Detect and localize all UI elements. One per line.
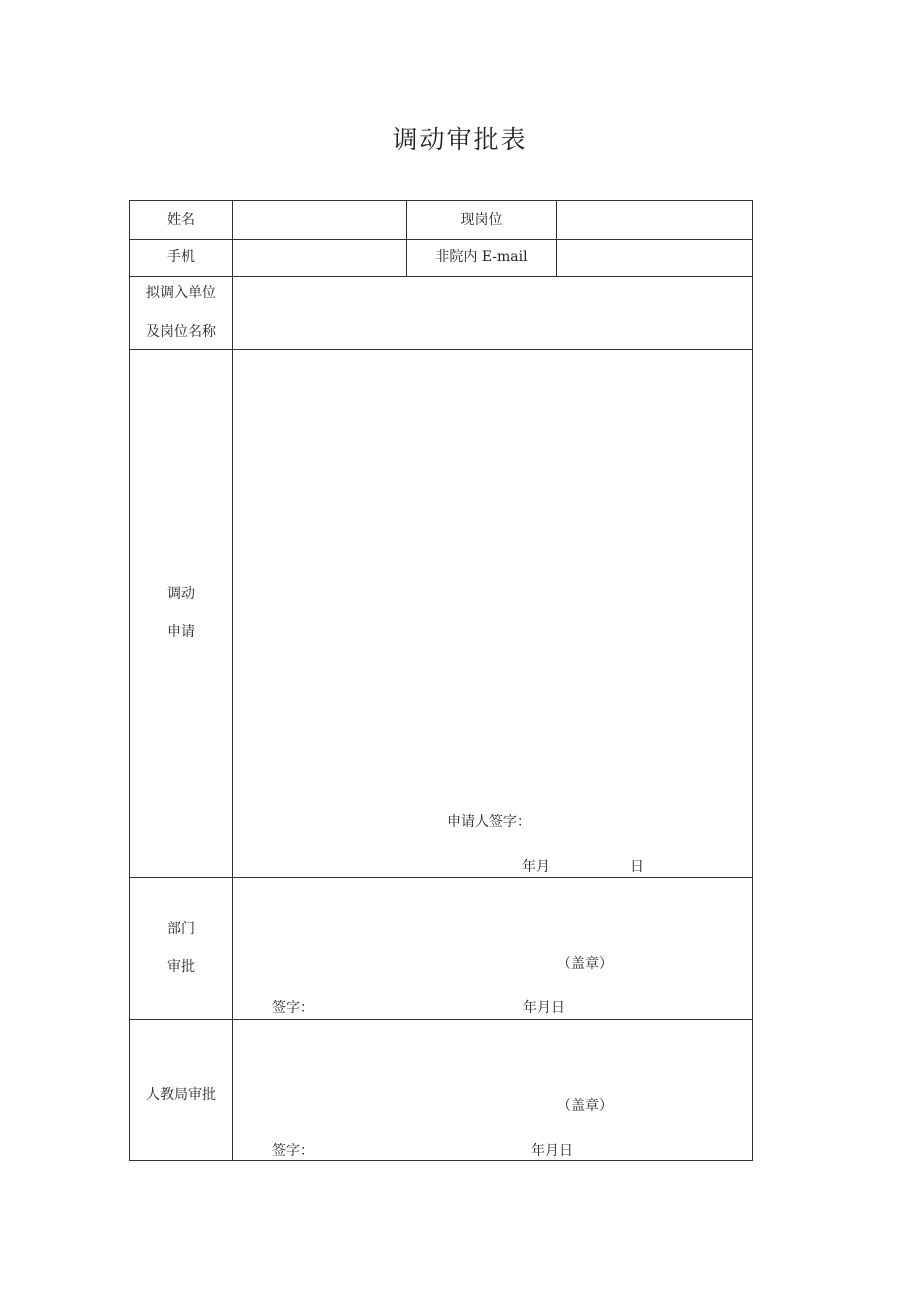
row-divider (130, 1019, 752, 1020)
form-title: 调动审批表 (392, 125, 528, 154)
application-content-field[interactable] (233, 350, 752, 800)
current-position-field[interactable] (557, 201, 752, 239)
current-position-label: 现岗位 (460, 212, 503, 228)
hr-bureau-signature-label: 签字： (272, 1143, 314, 1159)
application-date-day: 日 (630, 859, 644, 875)
application-label-line1: 调动 (167, 586, 195, 602)
email-label: 非院内 E-mail (435, 249, 528, 265)
email-field[interactable] (557, 240, 752, 276)
hr-bureau-label: 人教局审批 (146, 1087, 216, 1103)
department-label-line1: 部门 (167, 921, 195, 937)
applicant-signature-label: 申请人签字： (447, 814, 531, 830)
department-date-label: 年月日 (523, 1000, 565, 1016)
target-unit-label-line2: 及岗位名称 (146, 324, 216, 340)
hr-bureau-seal-label: （盖章） (557, 1098, 613, 1114)
phone-label: 手机 (167, 249, 195, 265)
name-label: 姓名 (167, 212, 195, 228)
hr-bureau-date-label: 年月日 (531, 1143, 573, 1159)
department-seal-label: （盖章） (557, 956, 613, 972)
application-date-year-month: 年月 (522, 859, 550, 875)
department-signature-label: 签字： (272, 1000, 314, 1016)
department-label-line2: 审批 (167, 959, 195, 975)
target-unit-field[interactable] (233, 277, 752, 349)
approval-form-table (129, 200, 753, 1161)
application-label-line2: 申请 (167, 624, 195, 640)
phone-field[interactable] (233, 240, 406, 276)
row-divider (130, 877, 752, 878)
target-unit-label-line1: 拟调入单位 (146, 285, 216, 301)
name-field[interactable] (233, 201, 406, 239)
